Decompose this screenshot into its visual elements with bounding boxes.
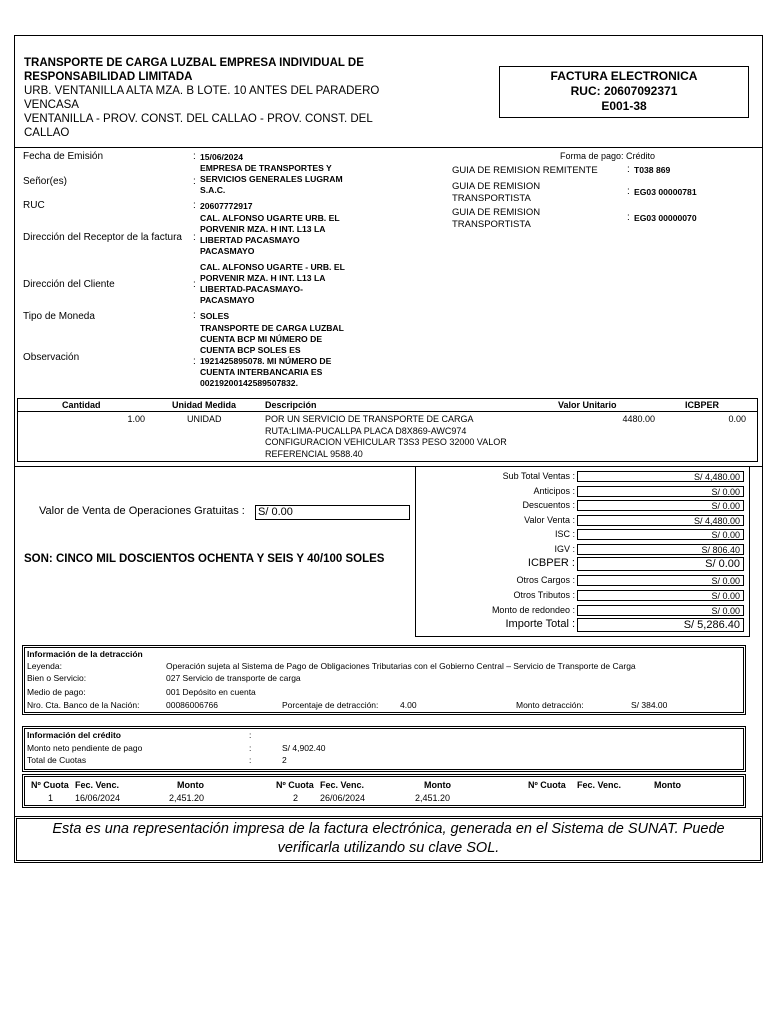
obs-line4: 1921425895078. MI NÚMERO DE — [200, 356, 332, 366]
medio-label: Medio de pago: — [27, 687, 86, 697]
items-table-header-divider — [17, 411, 758, 412]
total-value: S/ 4,480.00 — [577, 515, 744, 526]
guia-transportista1-label — [452, 181, 540, 204]
cuotas-header-fecha-2: Fec. Venc. — [320, 780, 365, 790]
porc-label: Porcentaje de detracción: — [282, 700, 379, 710]
col-icbper: ICBPER — [685, 400, 720, 410]
total-label: Valor Venta : — [524, 515, 575, 525]
dir-receptor-line2: PORVENIR MZA. H INT. L13 LA — [200, 224, 326, 234]
senor-value-line1: EMPRESA DE TRANSPORTES Y — [200, 163, 332, 173]
monto-detraccion-value: S/ 384.00 — [631, 700, 668, 710]
total-value: S/ 0.00 — [577, 575, 744, 586]
total-label: Descuentos : — [522, 500, 575, 510]
dir-cliente-line3: LIBERTAD-PACASMAYO- — [200, 284, 303, 294]
cuota1-num: 1 — [48, 793, 54, 803]
cuota2-num: 2 — [293, 793, 299, 803]
cuota2-fecha: 26/06/2024 — [320, 793, 366, 803]
obs-line3: CUENTA BCP SOLES ES — [200, 345, 301, 355]
cta-label: Nro. Cta. Banco de la Nación: — [27, 700, 140, 710]
total-value: S/ 0.00 — [577, 590, 744, 601]
cta-value: 00086006766 — [166, 700, 219, 710]
guia-transportista2-label-line1: GUIA DE REMISION — [452, 207, 541, 218]
table-row-cantidad: 1.00 — [127, 414, 145, 424]
moneda-colon: : — [193, 310, 196, 321]
table-row-unidad: UNIDAD — [187, 414, 222, 424]
cuotas-header-fecha-1: Fec. Venc. — [75, 780, 120, 790]
obs-line5: CUENTA INTERBANCARIA ES — [200, 367, 323, 377]
amount-in-words: SON: CINCO MIL DOSCIENTOS OCHENTA Y SEIS Y 40/100 SOLES — [24, 553, 385, 565]
total-label: IGV : — [554, 544, 575, 554]
fecha-value: 15/06/2024 — [200, 152, 244, 162]
issuer-name-line1: TRANSPORTE DE CARGA LUZBAL EMPRESA INDIVIDUAL DE — [24, 57, 364, 69]
guia-transportista2-value: EG03 00000070 — [634, 213, 697, 223]
footer-note-line1: Esta es una representación impresa de la factura electrónica, generada en el Sistema de SUNAT. Puede — [52, 821, 725, 837]
cuota1-monto: 2,451.20 — [169, 793, 205, 803]
total-label: Otros Tributos : — [513, 590, 575, 600]
moneda-value: SOLES — [200, 311, 230, 321]
senor-value — [200, 163, 400, 196]
invoice-ruc: RUC: 20607092371 — [570, 84, 678, 98]
invoice-box — [499, 66, 749, 118]
monto-detraccion-label: Monto detracción: — [516, 700, 584, 710]
issuer-address-line2: VENCASA — [24, 99, 79, 111]
dir-receptor-line1: CAL. ALFONSO UGARTE URB. EL — [200, 213, 340, 223]
senor-value-line2: SERVICIOS GENERALES LUGRAM — [200, 174, 343, 184]
col-valor-unitario: Valor Unitario — [558, 400, 617, 410]
total-label: Monto de redondeo : — [491, 605, 575, 615]
cuotas-header-cuota-2: Nº Cuota — [276, 780, 314, 790]
bien-value: 027 Servicio de transporte de carga — [166, 673, 301, 683]
obs-line2: CUENTA BCP MI NÚMERO DE — [200, 334, 323, 344]
total-value: S/ 806.40 — [577, 544, 744, 555]
footer-note — [16, 820, 761, 858]
ruc-colon: : — [193, 200, 196, 211]
moneda-label: Tipo de Moneda — [23, 311, 95, 322]
ruc-value: 20607772917 — [200, 201, 253, 211]
dir-cliente-line2: PORVENIR MZA. H INT. L13 LA — [200, 273, 326, 283]
dir-cliente-line1: CAL. ALFONSO UGARTE - URB. EL — [200, 262, 345, 272]
guia-transportista2-label-line2: TRANSPORTISTA — [452, 218, 531, 230]
table-row-valor: 4480.00 — [622, 414, 655, 424]
total-value: S/ 0.00 — [577, 529, 744, 540]
cuotas-header-fecha-3: Fec. Venc. — [577, 780, 622, 790]
guia-transportista2-label — [452, 207, 540, 230]
issuer-address-line1: URB. VENTANILLA ALTA MZA. B LOTE. 10 ANTES DEL PARADERO — [24, 85, 380, 97]
detraccion-title: Información de la detracción — [27, 649, 143, 659]
guia-remitente-label: GUIA DE REMISION REMITENTE — [452, 165, 598, 176]
neto-colon: : — [249, 743, 252, 753]
dir-receptor-line3: LIBERTAD PACASMAYO — [200, 235, 300, 245]
issuer-address-line4: CALLAO — [24, 127, 70, 139]
dir-cliente-colon: : — [193, 279, 196, 290]
table-row-descripcion — [265, 414, 507, 460]
dir-receptor-line4: PACASMAYO — [200, 246, 255, 256]
total-label: Otros Cargos : — [516, 575, 575, 585]
total-value: S/ 4,480.00 — [577, 471, 744, 482]
obs-colon: : — [193, 356, 196, 367]
dir-cliente-value — [200, 262, 400, 306]
credito-title: Información del crédito — [27, 730, 121, 740]
guia-remitente-value: T038 869 — [634, 165, 671, 175]
total-value: S/ 0.00 — [577, 486, 744, 497]
leyenda-value: Operación sujeta al Sistema de Pago de Obligaciones Tributarias con el Gobierno Central – Servicio de Transporte de Carga — [166, 661, 636, 671]
total-cuotas-label: Total de Cuotas — [27, 755, 87, 765]
guia-transportista1-label-line1: GUIA DE REMISION — [452, 181, 541, 192]
senor-label: Señor(es) — [23, 176, 67, 187]
senor-value-line3: S.A.C. — [200, 185, 226, 195]
total-value: S/ 0.00 — [577, 605, 744, 616]
descripcion-line4: REFERENCIAL 9588.40 — [265, 448, 363, 459]
guia-transportista1-label-line2: TRANSPORTISTA — [452, 192, 531, 204]
cuotas-header-cuota-1: Nº Cuota — [31, 780, 69, 790]
dir-cliente-line4: PACASMAYO — [200, 295, 255, 305]
neto-label: Monto neto pendiente de pago — [27, 743, 143, 753]
cuotas-header-monto-2: Monto — [424, 780, 451, 790]
cuotas-header-cuota-3: Nº Cuota — [528, 780, 566, 790]
dir-receptor-value — [200, 213, 400, 257]
guia-remitente-colon: : — [627, 164, 630, 175]
guia-transportista1-colon: : — [627, 186, 630, 197]
cuotas-header-monto-1: Monto — [177, 780, 204, 790]
col-descripcion: Descripción — [265, 400, 317, 410]
medio-value: 001 Depósito en cuenta — [166, 687, 256, 697]
issuer-address-line3: VENTANILLA - PROV. CONST. DEL CALLAO - PROV. CONST. DEL — [24, 113, 373, 125]
obs-line6: 00219200142589507832. — [200, 378, 298, 388]
dir-receptor-colon: : — [193, 232, 196, 243]
total-value: S/ 5,286.40 — [577, 618, 744, 632]
total-label: Anticipos : — [533, 486, 575, 496]
gratuitas-value: S/ 0.00 — [255, 505, 410, 520]
leyenda-label: Leyenda: — [27, 661, 62, 671]
invoice-title: FACTURA ELECTRONICA — [550, 69, 698, 83]
fecha-label: Fecha de Emisión — [23, 151, 104, 162]
issuer-block — [24, 56, 404, 140]
neto-value: S/ 4,902.40 — [282, 743, 326, 753]
cuotas-inner — [24, 776, 744, 806]
cuotas-header-monto-3: Monto — [654, 780, 681, 790]
invoice-number: E001-38 — [601, 99, 647, 113]
total-value: S/ 0.00 — [577, 557, 744, 571]
gratuitas-label: Valor de Venta de Operaciones Gratuitas : — [39, 505, 245, 517]
descripcion-line2: RUTA:LIMA-PUCALLPA PLACA D8X869-AWC974 — [265, 425, 467, 436]
descripcion-line1: POR UN SERVICIO DE TRANSPORTE DE CARGA — [265, 414, 474, 424]
fecha-colon: : — [193, 151, 196, 162]
obs-label: Observación — [23, 352, 80, 363]
total-cuotas-colon: : — [249, 755, 252, 765]
issuer-name-line2: RESPONSABILIDAD LIMITADA — [24, 71, 193, 83]
col-cantidad: Cantidad — [62, 400, 101, 410]
senor-colon: : — [193, 176, 196, 187]
header-divider — [14, 147, 763, 148]
ruc-label: RUC — [23, 200, 45, 211]
cuota1-fecha: 16/06/2024 — [75, 793, 121, 803]
credito-title-colon: : — [249, 730, 252, 740]
guia-transportista1-value: EG03 00000781 — [634, 187, 697, 197]
total-label: ICBPER : — [527, 557, 575, 569]
total-value: S/ 0.00 — [577, 500, 744, 511]
total-cuotas-value: 2 — [282, 755, 287, 765]
dir-receptor-label: Dirección del Receptor de la factura — [23, 232, 182, 243]
total-label: Sub Total Ventas : — [502, 471, 575, 481]
guia-transportista2-colon: : — [627, 212, 630, 223]
table-row-icbper: 0.00 — [728, 414, 746, 424]
footer-note-line2: verificarla utilizando su clave SOL. — [277, 840, 500, 856]
porc-value: 4.00 — [400, 700, 417, 710]
total-label: Importe Total : — [505, 618, 575, 630]
bien-label: Bien o Servicio: — [27, 673, 87, 683]
descripcion-line3: CONFIGURACION VEHICULAR T3S3 PESO 32000 VALOR — [265, 437, 507, 447]
cuota2-monto: 2,451.20 — [415, 793, 451, 803]
col-unidad: Unidad Medida — [172, 400, 237, 410]
total-label: ISC : — [554, 529, 575, 539]
obs-value — [200, 323, 400, 389]
obs-line1: TRANSPORTE DE CARGA LUZBAL — [200, 323, 344, 333]
forma-pago: Forma de pago: Crédito — [560, 151, 656, 161]
dir-cliente-label: Dirección del Cliente — [23, 279, 115, 290]
